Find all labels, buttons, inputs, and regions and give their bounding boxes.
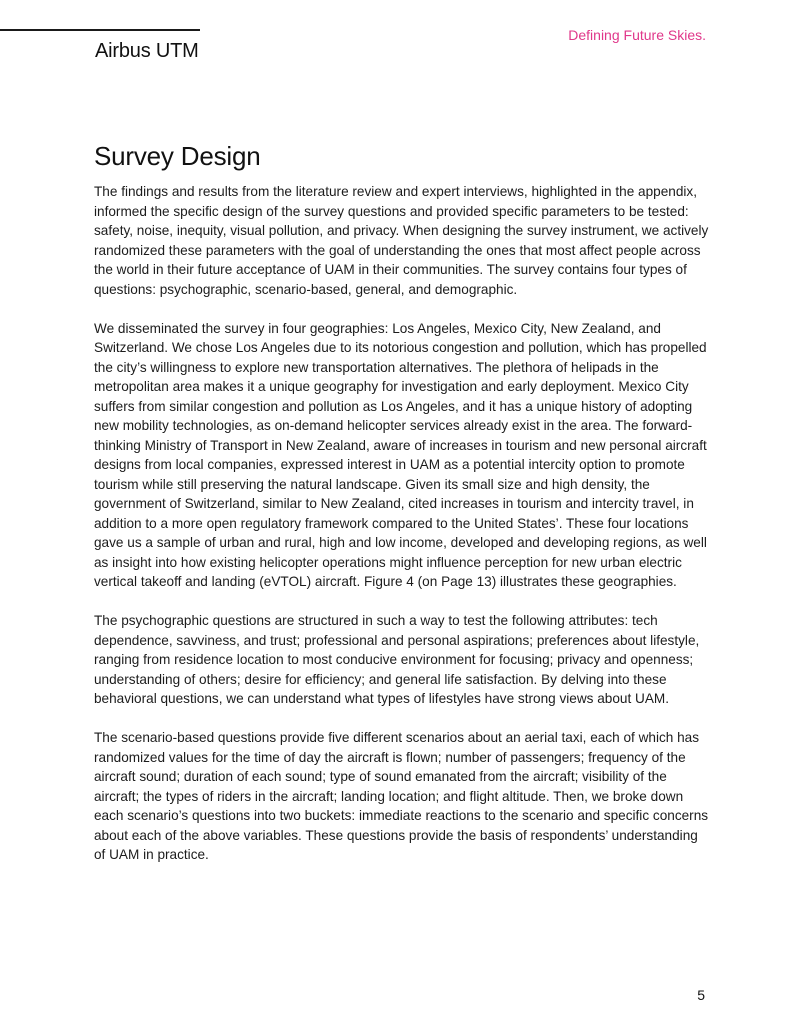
paragraph-survey-intro: The findings and results from the literature review and expert interviews, highlighted in the appendix, informed the specific design of the survey questions and provided specific parameters to be tested: safety, noise, inequity, visual pollution, and privacy. When designing the survey instrument, we actively randomized these parameters with the goal of understanding the ones that most affect people across the world in their future acceptance of UAM in their communities. The survey contains four types of questions: psychographic, scenario-based, general, and demographic. [94, 184, 709, 297]
paragraph-geographies: We disseminated the survey in four geographies: Los Angeles, Mexico City, New Zealand, and Switzerland. We chose Los Angeles due to its notorious congestion and pollution, which has propelled the city’s willingness to explore new transportation alternatives. The plethora of helipads in the metropolitan area makes it a unique geography for investigation and early deployment. Mexico City suffers from similar congestion and pollution as Los Angeles, and it has a unique history of adopting new mobility technologies, as on-demand helicopter services already exist in the area. The forward-thinking Ministry of Transport in New Zealand, aware of increases in tourism and new personal aircraft designs from local companies, expressed interest in UAM as a potential intercity option to promote tourism while still preserving the natural landscape. Given its small size and high density, the government of Switzerland, similar to New Zealand, cited increases in tourism and intercity travel, in addition to a more open regulatory framework compared to the United States’. These four locations gave us a sample of urban and rural, high and low income, developed and developing regions, as well as insight into how existing helicopter operations might influence perception for new urban electric vertical takeoff and landing (eVTOL) aircraft. Figure 4 (on Page 13) illustrates these geographies. [94, 320, 707, 589]
tagline: Defining Future Skies. [568, 27, 706, 43]
page-title: Survey Design [94, 141, 261, 171]
paragraph-scenario-based: The scenario-based questions provide five different scenarios about an aerial taxi, each of which has randomized values for the time of day the aircraft is flown; number of passengers; frequency of the aircraft sound; duration of each sound; type of sound emanated from the aircraft; visibility of the aircraft; the types of riders in the aircraft; landing location; and flight altitude. Then, we broke down each scenario’s questions into two buckets: immediate reactions to the scenario and specific concerns about each of the above variables. These questions provide the basis of respondents’ understanding of UAM in practice. [94, 730, 709, 862]
header-rule [0, 29, 200, 31]
paragraph-psychographic: The psychographic questions are structured in such a way to test the following attributes: tech dependence, savviness, and trust; professional and personal aspirations; preferences about lifestyle, ranging from residence location to most conducive environment for focusing; privacy and openness; understanding of others; desire for efficiency; and general life satisfaction. By delving into these behavioral questions, we can understand what types of lifestyles have strong views about UAM. [94, 613, 700, 706]
brand-name: Airbus UTM [95, 40, 199, 62]
body-content [94, 182, 712, 884]
page-number: 5 [697, 987, 705, 1003]
